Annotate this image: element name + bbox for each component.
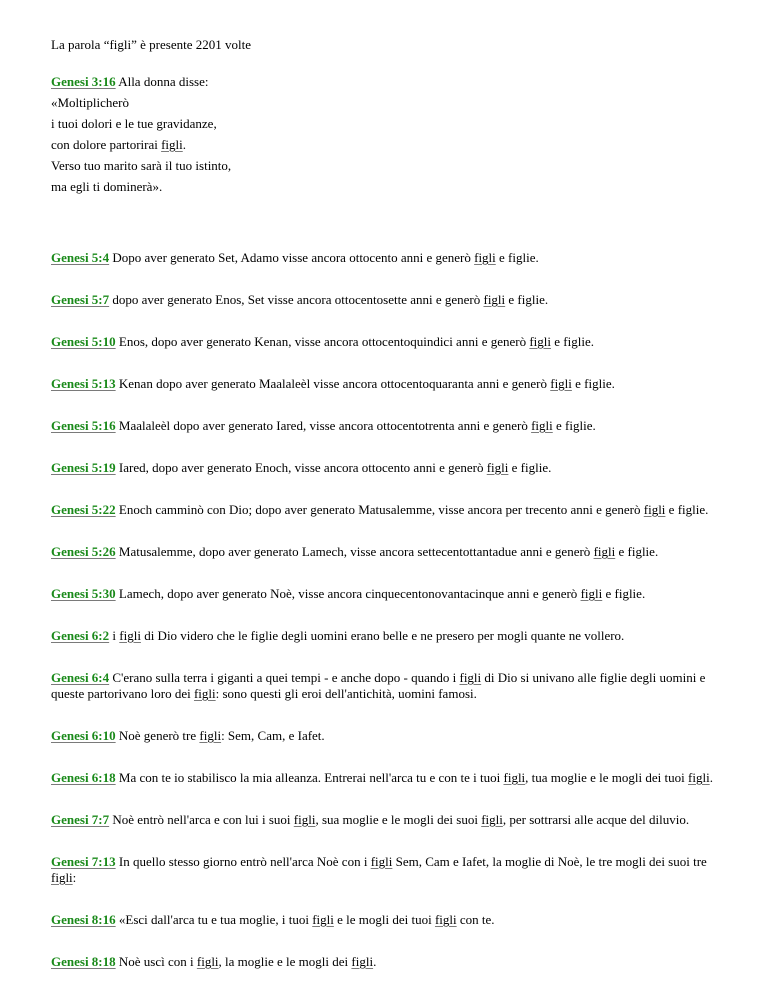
keyword-highlight: figli (580, 586, 603, 601)
keyword-highlight: figli (51, 870, 73, 885)
verse-reference-link[interactable]: Genesi 6:10 (51, 728, 116, 743)
verse-text: Enoch camminò con Dio; dopo aver generato Matusalemme, visse ancora per trecento anni e generò figli e figlie. (118, 502, 709, 517)
verse-entry (51, 586, 721, 602)
verse-reference-link[interactable]: Genesi 8:16 (51, 912, 116, 927)
verse-reference-link[interactable]: Genesi 6:4 (51, 670, 110, 685)
verse-text: i figli di Dio videro che le figlie degli uomini erano belle e ne presero per mogli quante ne vollero. (112, 628, 625, 643)
keyword-highlight: figli (481, 812, 503, 827)
verse-entry (51, 728, 721, 744)
verse-reference-link[interactable]: Genesi 6:2 (51, 628, 110, 643)
verse-entry (51, 334, 721, 350)
keyword-highlight: figli (486, 460, 509, 475)
verse-reference-link[interactable]: Genesi 6:18 (51, 770, 116, 785)
verse-reference-link[interactable]: Genesi 5:13 (51, 376, 116, 391)
verse-entry (51, 670, 721, 702)
verse-reference-link[interactable]: Genesi 5:22 (51, 502, 116, 517)
keyword-highlight: figli (196, 954, 219, 969)
verse-reference-link[interactable]: Genesi 8:18 (51, 954, 116, 969)
verse-entry (51, 912, 721, 928)
verse-reference-link[interactable]: Genesi 5:26 (51, 544, 116, 559)
verse-text: Alla donna disse: (118, 74, 209, 89)
poem-line: «Moltiplicherò (51, 95, 129, 110)
verse-reference-link[interactable]: Genesi 3:16 (51, 74, 116, 89)
keyword-highlight: figli (193, 686, 216, 701)
keyword-highlight: figli (434, 912, 457, 927)
keyword-highlight: figli (529, 334, 552, 349)
poem-line: con dolore partorirai figli. (51, 137, 187, 152)
verse-entry (51, 628, 721, 644)
keyword-highlight: figli (199, 728, 222, 743)
verse-text: Ma con te io stabilisco la mia alleanza. Entrerai nell'arca tu e con te i tuoi figli, tua moglie e le mogli dei tuoi figli. (118, 770, 713, 785)
keyword-highlight: figli (643, 502, 666, 517)
keyword-highlight: figli (161, 137, 183, 152)
verse-entry (51, 770, 721, 786)
verse-text: C'erano sulla terra i giganti a quei tempi - e anche dopo - quando i figli di Dio si univano alle figlie degli uomini e queste partorivano loro dei figli: sono questi gli eroi dell'antichità, uomini famosi. (51, 670, 706, 701)
verse-entry (51, 292, 721, 308)
verse-text: Noè uscì con i figli, la moglie e le mogli dei figli. (118, 954, 377, 969)
verse-text: Matusalemme, dopo aver generato Lamech, visse ancora settecentottantadue anni e generò figli e figlie. (118, 544, 659, 559)
keyword-highlight: figli (459, 670, 482, 685)
keyword-highlight: figli (474, 250, 496, 265)
verse-entry (51, 954, 721, 970)
verse-text: Noè generò tre figli: Sem, Cam, e Iafet. (118, 728, 325, 743)
verse-text: «Esci dall'arca tu e tua moglie, i tuoi figli e le mogli dei tuoi figli con te. (118, 912, 495, 927)
keyword-highlight: figli (593, 544, 616, 559)
verse-reference-link[interactable]: Genesi 5:7 (51, 292, 110, 307)
keyword-highlight: figli (531, 418, 553, 433)
poem-line: Verso tuo marito sarà il tuo istinto, (51, 158, 232, 173)
verse-entry (51, 544, 721, 560)
verse-reference-link[interactable]: Genesi 5:4 (51, 250, 110, 265)
verse-entry (51, 812, 721, 828)
verse-text: In quello stesso giorno entrò nell'arca Noè con i figli Sem, Cam e Iafet, la moglie di Noè, le tre mogli dei suoi tre figli: (51, 854, 707, 885)
keyword-highlight: figli (370, 854, 393, 869)
verse-text: dopo aver generato Enos, Set visse ancora ottocentosette anni e generò figli e figlie. (112, 292, 549, 307)
verse-entry (51, 250, 721, 266)
verse-reference-link[interactable]: Genesi 7:13 (51, 854, 116, 869)
verse-text: Lamech, dopo aver generato Noè, visse ancora cinquecentonovantacinque anni e generò figli e figlie. (118, 586, 646, 601)
verse-text: Dopo aver generato Set, Adamo visse ancora ottocento anni e generò figli e figlie. (112, 250, 539, 265)
keyword-highlight: figli (293, 812, 316, 827)
keyword-highlight: figli (483, 292, 506, 307)
keyword-highlight: figli (351, 954, 374, 969)
poem-line (51, 71, 721, 92)
verse-list (51, 250, 721, 970)
verse-text: Noè entrò nell'arca e con lui i suoi figli, sua moglie e le mogli dei suoi figli, per sottrarsi alle acque del diluvio. (112, 812, 690, 827)
verse-reference-link[interactable]: Genesi 5:19 (51, 460, 116, 475)
verse-reference-link[interactable]: Genesi 5:10 (51, 334, 116, 349)
keyword-highlight: figli (688, 770, 710, 785)
document-page (51, 37, 721, 996)
verse-text: Iared, dopo aver generato Enoch, visse ancora ottocento anni e generò figli e figlie. (118, 460, 552, 475)
keyword-highlight: figli (119, 628, 141, 643)
entry-genesi-3-16 (51, 71, 721, 197)
verse-reference-link[interactable]: Genesi 5:30 (51, 586, 116, 601)
keyword-highlight: figli (550, 376, 572, 391)
verse-text: Enos, dopo aver generato Kenan, visse ancora ottocentoquindici anni e generò figli e figlie. (118, 334, 594, 349)
verse-entry (51, 502, 721, 518)
verse-entry (51, 854, 721, 886)
verse-reference-link[interactable]: Genesi 7:7 (51, 812, 110, 827)
verse-reference-link[interactable]: Genesi 5:16 (51, 418, 116, 433)
keyword-highlight: figli (312, 912, 334, 927)
poem-line: i tuoi dolori e le tue gravidanze, (51, 116, 217, 131)
verse-entry (51, 460, 721, 476)
keyword-highlight: figli (503, 770, 526, 785)
verse-entry (51, 418, 721, 434)
verse-entry (51, 376, 721, 392)
page-header: La parola “figli” è presente 2201 volte (51, 37, 251, 52)
verse-text: Maalaleèl dopo aver generato Iared, visse ancora ottocentotrenta anni e generò figli e figlie. (118, 418, 596, 433)
verse-text: Kenan dopo aver generato Maalaleèl visse ancora ottocentoquaranta anni e generò figli e figlie. (118, 376, 615, 391)
poem-line: ma egli ti dominerà». (51, 179, 163, 194)
